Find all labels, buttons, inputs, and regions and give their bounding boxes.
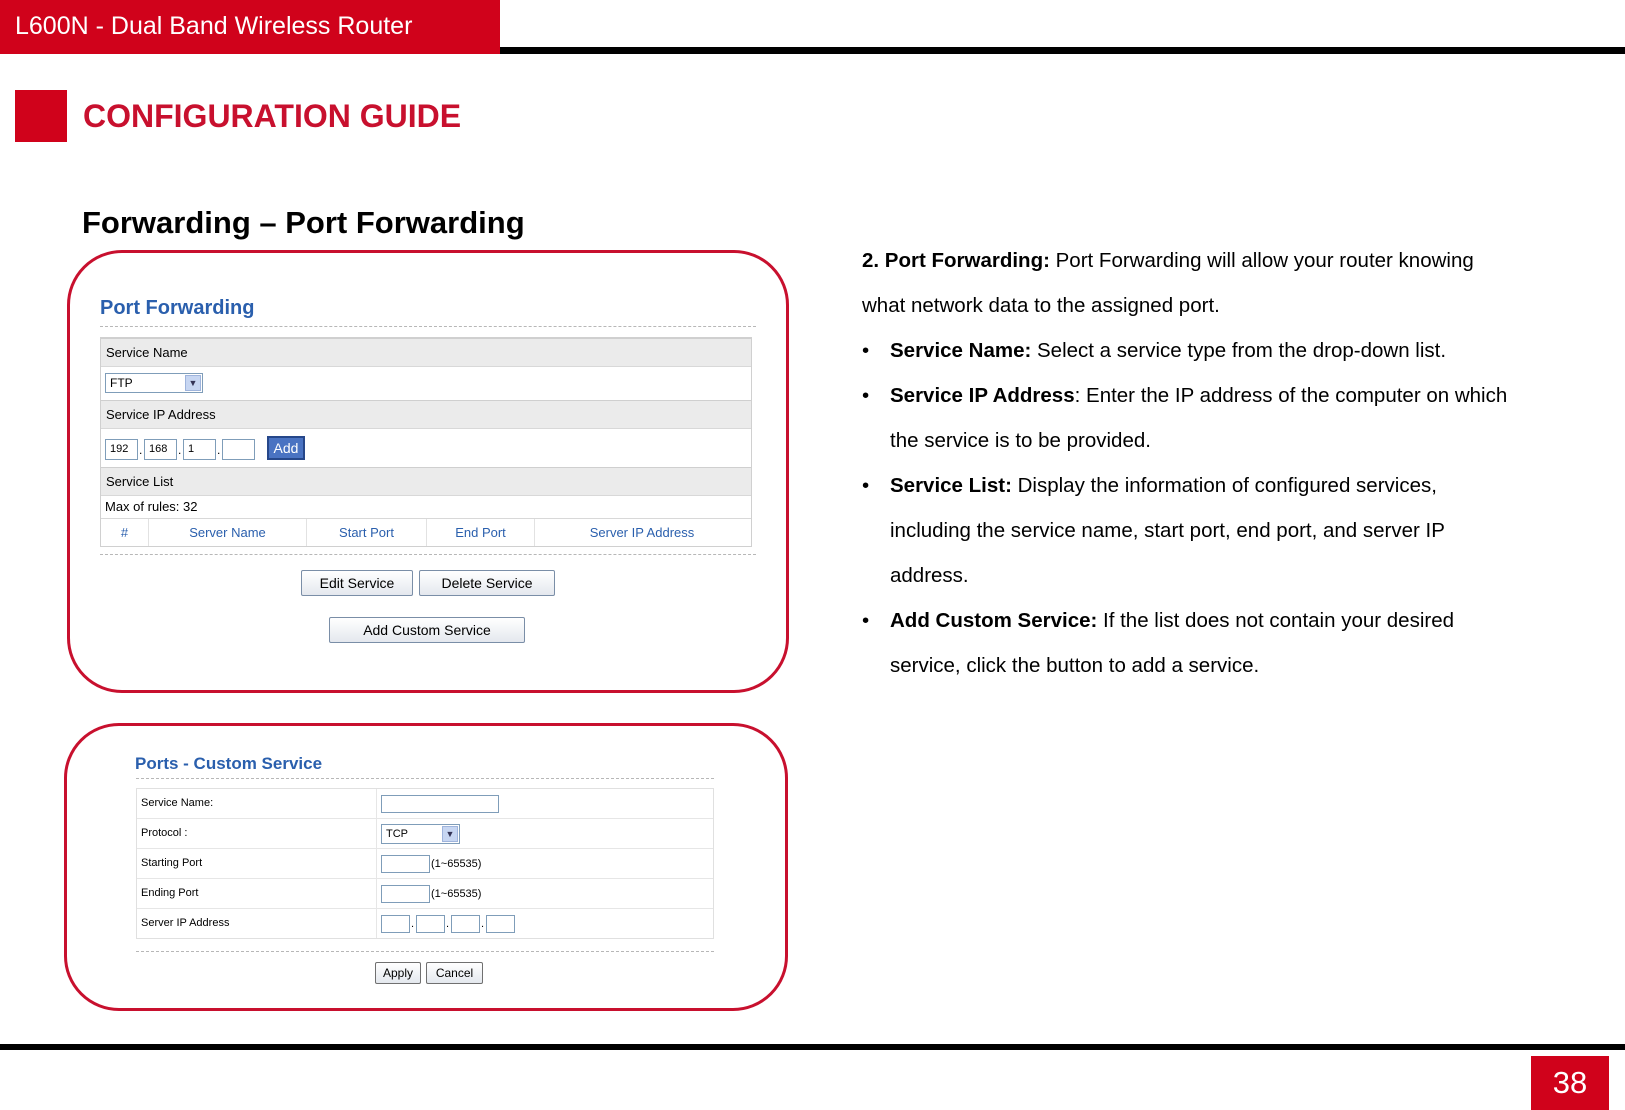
intro-paragraph — [862, 238, 1522, 328]
cs-row-ending-port — [137, 879, 713, 909]
server-ip-octet-3[interactable] — [451, 915, 480, 933]
cs-title-divider — [136, 778, 714, 779]
header-rule — [500, 47, 1625, 54]
service-name-label: Service Name — [101, 338, 751, 367]
service-list-label: Service List — [101, 467, 751, 496]
cs-title: Ports - Custom Service — [135, 754, 323, 773]
add-custom-service-button[interactable]: Add Custom Service — [329, 617, 525, 643]
col-end-port: End Port — [427, 519, 535, 546]
port-range-hint: (1~65535) — [431, 888, 482, 900]
ip-octet-4[interactable] — [222, 439, 255, 460]
cs-row-server-ip — [137, 909, 713, 938]
cs-label: Service Name: — [137, 789, 377, 818]
ending-port-input[interactable] — [381, 885, 430, 903]
bullet-text: Select a service type from the drop-down list. — [1031, 339, 1447, 362]
bullet-text: : Enter the IP address of the computer on which the service is to be provided. — [890, 384, 1508, 452]
add-ip-button[interactable]: Add — [267, 436, 305, 460]
chevron-down-icon: ▼ — [185, 375, 201, 391]
service-name-select[interactable] — [105, 373, 203, 393]
ip-dot: . — [178, 443, 182, 457]
service-ip-row — [101, 429, 751, 467]
bullet-bold: Service Name: — [890, 339, 1032, 362]
bullet-text: Display the information of configured services, including the service name, start port, end port, and server IP address. — [890, 474, 1445, 587]
cancel-button[interactable]: Cancel — [426, 962, 483, 984]
cs-bottom-divider — [136, 951, 714, 952]
intro-text: Port Forwarding will allow your router knowing what network data to the assigned port. — [862, 249, 1474, 317]
guide-marker — [15, 90, 67, 142]
intro-bold: 2. Port Forwarding: — [862, 249, 1050, 272]
server-ip-octet-4[interactable] — [486, 915, 515, 933]
custom-service-screenshot — [64, 723, 788, 1011]
footer-rule — [0, 1044, 1625, 1050]
pf-title-divider — [100, 326, 756, 327]
port-forwarding-screenshot — [67, 250, 789, 693]
pf-title: Port Forwarding — [100, 297, 255, 319]
bullet-service-list — [862, 463, 1522, 598]
bullet-bold: Add Custom Service: — [890, 609, 1098, 632]
guide-title: CONFIGURATION GUIDE — [83, 98, 462, 134]
col-server-name: Server Name — [149, 519, 307, 546]
cs-label: Protocol : — [137, 819, 377, 848]
service-name-row — [101, 367, 751, 400]
custom-service-form — [136, 788, 714, 939]
server-ip-octet-1[interactable] — [381, 915, 410, 933]
ip-dot: . — [446, 918, 450, 930]
description — [862, 238, 1522, 688]
protocol-value: TCP — [386, 828, 408, 840]
section-title: Forwarding – Port Forwarding — [82, 205, 525, 240]
col-start-port: Start Port — [307, 519, 427, 546]
ip-dot: . — [217, 443, 221, 457]
ip-octet-1[interactable]: 192 — [105, 439, 138, 460]
ip-octet-3[interactable]: 1 — [183, 439, 216, 460]
cs-row-service-name — [137, 789, 713, 819]
delete-service-button[interactable]: Delete Service — [419, 570, 555, 596]
ip-octet-2[interactable]: 168 — [144, 439, 177, 460]
port-range-hint: (1~65535) — [431, 858, 482, 870]
page-number: 38 — [1531, 1056, 1609, 1110]
pf-form — [100, 337, 752, 547]
product-title: L600N - Dual Band Wireless Router — [0, 0, 500, 54]
chevron-down-icon: ▼ — [442, 826, 458, 842]
cs-button-bar — [375, 962, 495, 986]
apply-button[interactable]: Apply — [375, 962, 421, 984]
cs-label: Starting Port — [137, 849, 377, 878]
protocol-select[interactable] — [381, 824, 460, 844]
service-list-header — [101, 518, 751, 546]
ip-dot: . — [139, 443, 143, 457]
col-index: # — [101, 519, 149, 546]
service-name-value: FTP — [110, 376, 133, 390]
max-rules-text: Max of rules: 32 — [105, 499, 198, 514]
cs-label: Ending Port — [137, 879, 377, 908]
service-name-input[interactable] — [381, 795, 499, 813]
service-ip-label: Service IP Address — [101, 400, 751, 429]
starting-port-input[interactable] — [381, 855, 430, 873]
bullet-service-ip — [862, 373, 1522, 463]
server-ip-octet-2[interactable] — [416, 915, 445, 933]
cs-row-protocol — [137, 819, 713, 849]
bullet-text: If the list does not contain your desired service, click the button to add a service. — [890, 609, 1455, 677]
bullet-bold: Service IP Address — [890, 384, 1075, 407]
cs-label: Server IP Address — [137, 909, 377, 938]
ip-dot: . — [411, 918, 415, 930]
bullet-service-name — [862, 328, 1522, 373]
bullet-bold: Service List: — [890, 474, 1012, 497]
ip-dot: . — [481, 918, 485, 930]
edit-service-button[interactable]: Edit Service — [301, 570, 413, 596]
cs-row-starting-port — [137, 849, 713, 879]
pf-bottom-divider — [100, 554, 756, 555]
bullet-add-custom — [862, 598, 1522, 688]
col-server-ip: Server IP Address — [589, 525, 695, 540]
